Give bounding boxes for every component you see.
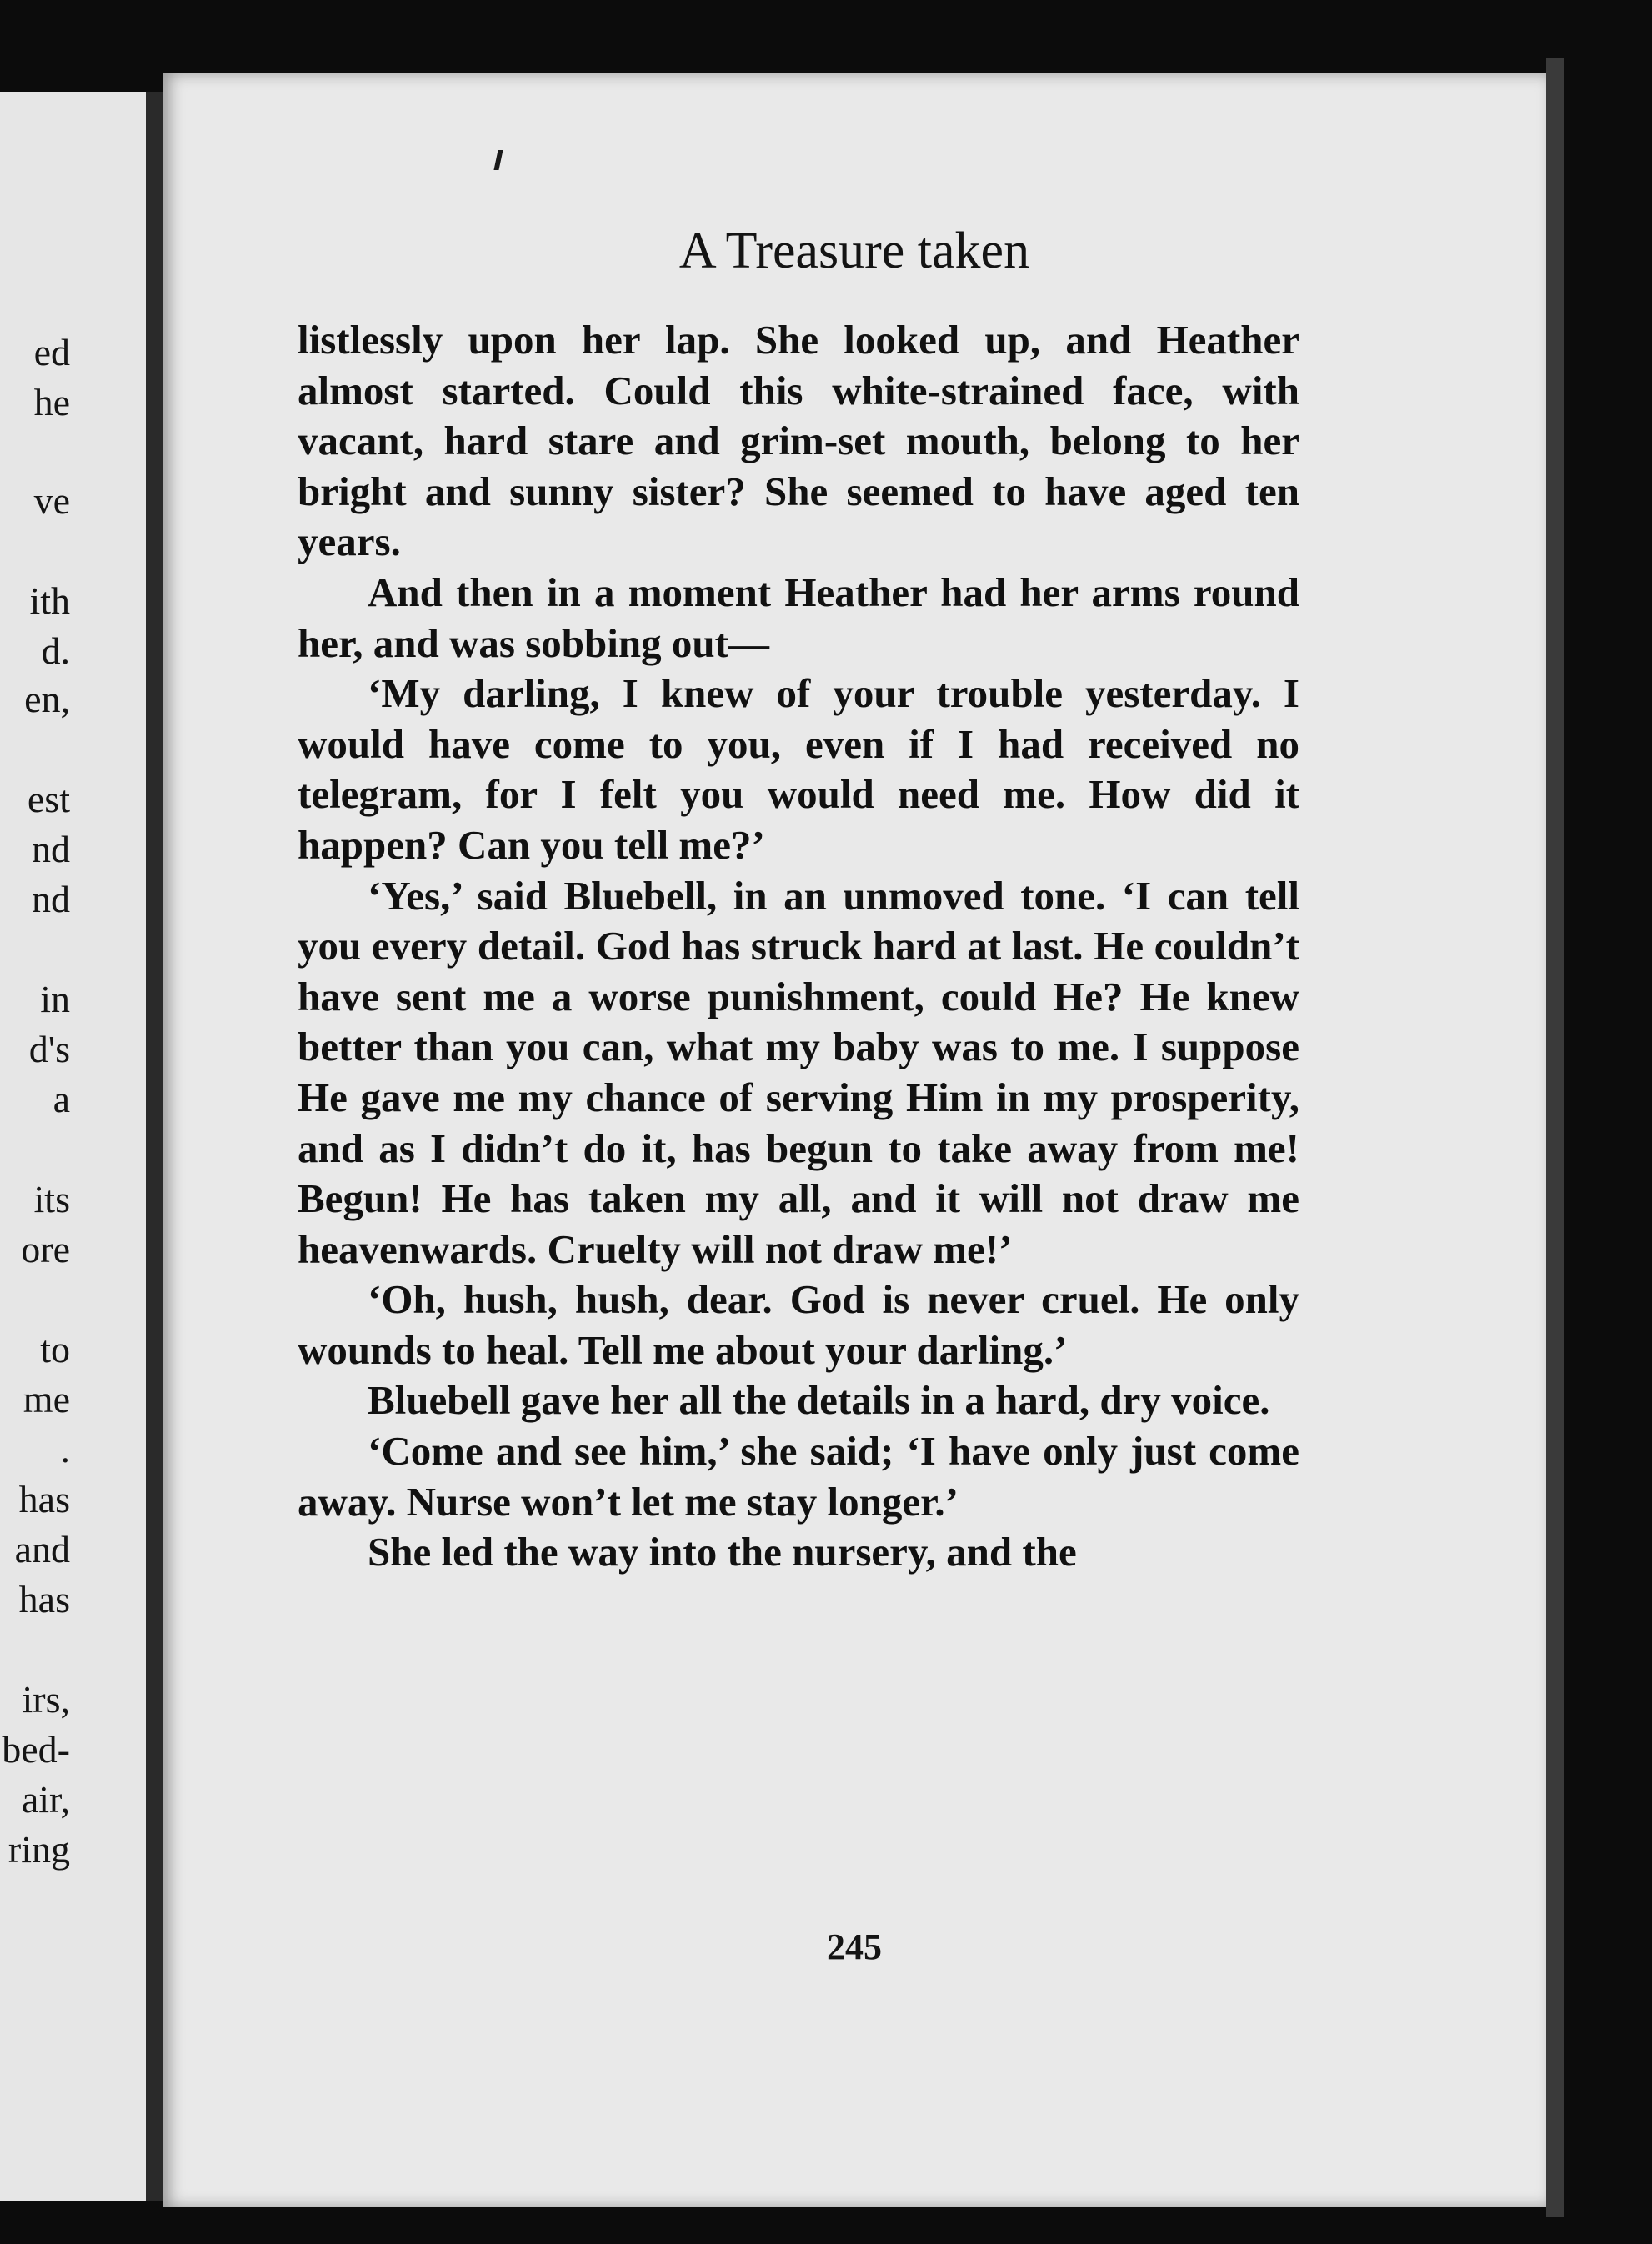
left-page-fragment: has	[18, 1578, 70, 1620]
left-page-fragment: ve	[33, 479, 70, 522]
left-page-fragment: ith	[29, 579, 70, 622]
book-gutter	[146, 92, 163, 2201]
left-page-fragment: me	[23, 1378, 70, 1420]
left-page-fragment: ring	[8, 1828, 70, 1871]
paragraph: ‘Yes,’ said Bluebell, in an unmoved tone. ‘I can tell you every detail. God has struck hard at last. He couldn’t have sent me a worse punishment, could He? He knew better than you can, what my baby was to me. I suppose He gave me my chance of serving Him in my prosperity, and as I didn’t do it, has begun to take away from me! Begun! He has taken my all, and it will not draw me heavenwards. Cruelty will not draw me!’	[298, 872, 1299, 1272]
left-page-fragment: nd	[32, 828, 70, 870]
left-page-fragment: has	[18, 1478, 70, 1520]
left-facing-page	[0, 92, 150, 2201]
left-page-fragment: and	[14, 1528, 70, 1570]
left-page-fragment: he	[33, 381, 70, 423]
left-page-fragment: to	[40, 1328, 70, 1370]
paragraph: She led the way into the nursery, and the	[368, 1529, 1077, 1575]
paragraph: ‘My darling, I knew of your trouble yesterday. I would have come to you, even if I had received no telegram, for I felt you would need me. How did it happen? Can you tell me?’	[298, 670, 1299, 868]
ink-mark	[493, 150, 503, 170]
body-text	[298, 315, 1299, 1578]
page-number: 245	[827, 1926, 882, 1967]
left-page-fragment: d.	[41, 629, 70, 672]
paragraph: listlessly upon her lap. She looked up, and Heather almost started. Could this white-strained face, with vacant, hard stare and grim-set mouth, belong to her bright and sunny sister? She seemed to have aged ten years.	[298, 317, 1299, 565]
paragraph: And then in a moment Heather had her arms round her, and was sobbing out—	[298, 569, 1299, 666]
left-page-fragment: en,	[24, 678, 70, 720]
left-page-fragment: nd	[32, 878, 70, 920]
left-page-fragment: its	[33, 1178, 70, 1220]
left-page-fragment: d's	[28, 1028, 70, 1070]
left-page-fragment: .	[60, 1428, 70, 1470]
right-page	[163, 73, 1546, 2207]
page-edge	[1546, 58, 1564, 2217]
paragraph: ‘Come and see him,’ she said; ‘I have only just come away. Nurse won’t let me stay longer.’	[298, 1428, 1299, 1525]
running-head: A Treasure taken	[678, 223, 1030, 279]
paragraph: ‘Oh, hush, hush, dear. God is never cruel. He only wounds to heal. Tell me about your darling.’	[298, 1276, 1299, 1373]
left-page-fragment: bed-	[2, 1728, 70, 1771]
left-page-fragment: irs,	[22, 1678, 70, 1721]
left-page-fragment: in	[40, 978, 70, 1020]
left-page-fragment: a	[53, 1078, 70, 1120]
paragraph: Bluebell gave her all the details in a hard, dry voice.	[368, 1377, 1270, 1424]
left-page-fragment: air,	[21, 1778, 70, 1821]
left-page-fragment: ed	[33, 331, 70, 373]
left-page-fragment: est	[27, 778, 70, 820]
left-page-fragment: ore	[21, 1228, 70, 1270]
